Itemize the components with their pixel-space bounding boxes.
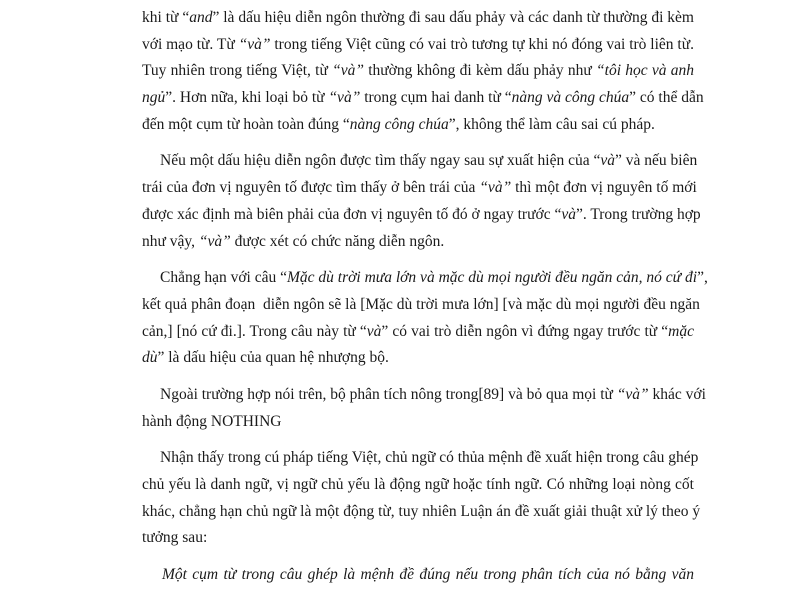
p1-line-4: ngủ”. Hơn nữa, khi loại bỏ từ “và” trong cụm hai danh từ “nàng và công chúa” có thể dẫn — [142, 89, 704, 107]
paragraph-4 — [142, 382, 706, 435]
p1-line-5: đến một cụm từ hoàn toàn đúng “nàng công chúa”, không thể làm câu sai cú pháp. — [142, 115, 655, 133]
p4-line-1: Ngoài trường hợp nói trên, bộ phân tích nông trong[89] và bỏ qua mọi từ “và” khác với — [160, 385, 706, 403]
paragraph-3 — [142, 265, 708, 372]
p5-line-2: chủ yếu là danh ngữ, vị ngữ chủ yếu là động ngữ hoặc tính ngữ. Có những loại nòng cốt — [142, 476, 694, 493]
p3-line-1: Chẳng hạn với câu “Mặc dù trời mưa lớn và mặc dù mọi người đều ngăn cản, nó cứ đi”, — [160, 269, 708, 287]
p6-line-1: Một cụm từ trong câu ghép là mệnh đề đúng nếu trong phân tích của nó bằng văn — [162, 566, 694, 584]
p3-line-2: kết quả phân đoạn diễn ngôn sẽ là [Mặc dù trời mưa lớn] [và mặc dù mọi người đều ngăn — [142, 295, 700, 313]
p2-line-2: trái của đơn vị nguyên tố được tìm thấy ở bên trái của “và” thì một đơn vị nguyên tố mới — [142, 179, 697, 197]
p5-line-3: khác, chẳng hạn chủ ngữ là một động từ, tuy nhiên Luận án đề xuất giải thuật xử lý theo ý — [142, 502, 701, 520]
p5-line-1: Nhận thấy trong cú pháp tiếng Việt, chủ ngữ có thủa mệnh đề xuất hiện trong câu ghép — [160, 449, 699, 467]
p1-line-1: khi từ “and” là dấu hiệu diễn ngôn thường đi sau dấu phảy và các danh từ thường đi kèm — [142, 9, 694, 26]
p1-line-2: với mạo từ. Từ “và” trong tiếng Việt cũng có vai trò tương tự khi nó đóng vai trò liên từ. — [142, 35, 694, 53]
document-page — [142, 5, 708, 589]
p3-line-3: cản,] [nó cứ đi.]. Trong câu này từ “và” có vai trò diễn ngôn vì đứng ngay trước từ “mặc — [142, 322, 694, 340]
p5-line-4: tưởng sau: — [142, 529, 208, 547]
paragraph-1 — [142, 5, 704, 138]
p2-line-3: được xác định mà biên phải của đơn vị nguyên tố đó ở ngay trước “và”. Trong trường hợp — [142, 205, 701, 223]
p2-line-4: như vậy, “và” được xét có chức năng diễn ngôn. — [142, 232, 445, 250]
paragraph-6 — [142, 562, 694, 589]
p2-line-1: Nếu một dấu hiệu diễn ngôn được tìm thấy ngay sau sự xuất hiện của “và” và nếu biên — [160, 152, 698, 170]
p4-line-2: hành động NOTHING — [142, 412, 282, 430]
p1-line-3: Tuy nhiên trong tiếng Việt, từ “và” thường không đi kèm dấu phảy như “tôi học và anh — [142, 62, 694, 80]
paragraph-5 — [142, 445, 701, 552]
paragraph-2 — [142, 148, 701, 255]
p3-line-4: dù” là dấu hiệu của quan hệ nhượng bộ. — [142, 349, 389, 367]
